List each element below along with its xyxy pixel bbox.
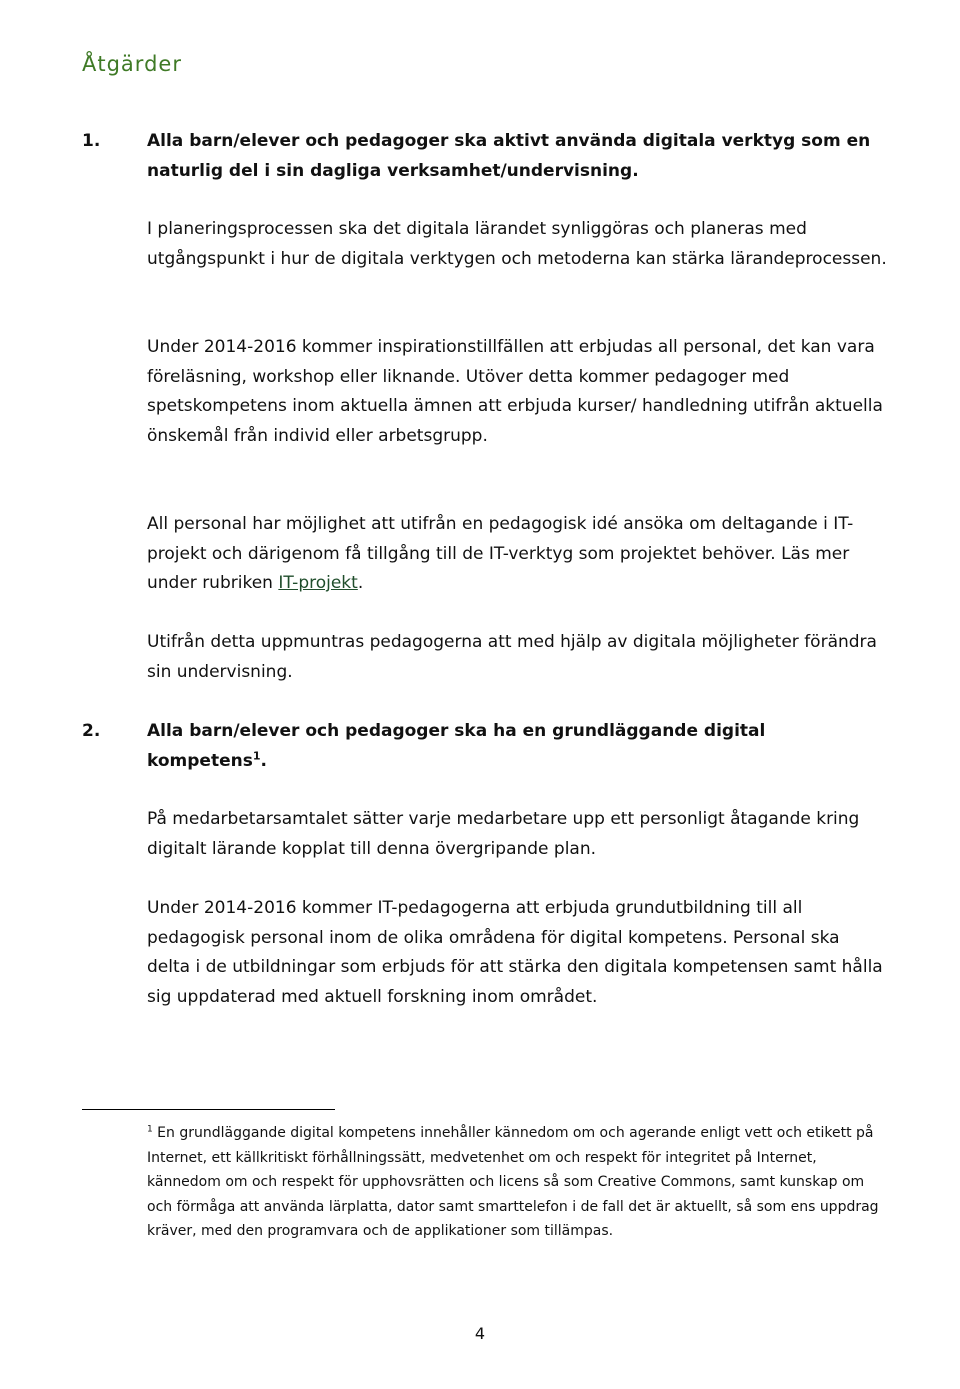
page-number: 4	[474, 1324, 486, 1343]
paragraph-text-end: .	[357, 573, 364, 593]
goal-item-1	[82, 126, 882, 186]
section-heading: Åtgärder	[82, 52, 182, 76]
goal-text-main: Alla barn/elever och pedagoger ska ha en grundläggande digital kompetens	[147, 721, 766, 771]
footnote-marker: 1	[147, 1124, 153, 1135]
paragraph-training: Under 2014-2016 kommer IT-pedagogerna att erbjuda grundutbildning till all pedagogisk personal inom de olika områdena för digital kompetens. Personal ska delta i de utbildningar som erbjuds för att stärka den digitala kompetensen samt hålla sig uppdaterad med aktuell forskning inom området.	[147, 898, 883, 1007]
paragraph-planning: I planeringsprocessen ska det digitala lärandet synliggöras och planeras med utgångspunkt i hur de digitala verktygen och metoderna kan stärka lärandeprocessen.	[147, 219, 887, 269]
paragraph-text: All personal har möjlighet att utifrån en pedagogisk idé ansöka om deltagande i IT-projekt och därigenom få tillgång till de IT-verktyg som projektet behöver. Läs mer under rubriken	[147, 514, 854, 593]
goal-number: 1.	[82, 131, 101, 151]
footnote-separator	[82, 1109, 335, 1110]
paragraph-encouragement: Utifrån detta uppmuntras pedagogerna att med hjälp av digitala möjligheter förändra sin undervisning.	[147, 632, 877, 682]
goal-number: 2.	[82, 721, 101, 741]
goal-text	[147, 716, 882, 776]
it-projekt-link[interactable]: IT-projekt	[278, 573, 358, 593]
footnote-reference[interactable]: 1	[252, 749, 261, 763]
goal-item-2	[82, 716, 882, 776]
paragraph-it-projects	[147, 510, 887, 599]
footnote	[147, 1121, 887, 1244]
goal-text: Alla barn/elever och pedagoger ska aktivt använda digitala verktyg som en naturlig del i sin dagliga verksamhet/undervisning.	[147, 131, 871, 181]
paragraph-inspiration: Under 2014-2016 kommer inspirationstillfällen att erbjudas all personal, det kan vara föreläsning, workshop eller liknande. Utöver detta kommer pedagoger med spetskompetens inom aktuella ämnen att erbjuda kurser/ handledning utifrån aktuella önskemål från individ eller arbetsgrupp.	[147, 337, 883, 446]
goal-text-end: .	[260, 751, 267, 771]
footnote-text: En grundläggande digital kompetens innehåller kännedom om och agerande enligt vett och etikett på Internet, ett källkritiskt förhållningssätt, medvetenhet om och respekt för integritet på Internet, kännedom om och respekt för upphovsrätten och licens så som Creative Commons, samt kunskap om och förmåga att använda lärplatta, dator samt smarttelefon i de fall det är aktuellt, så som ens uppdrag kräver, med den programvara och de applikationer som tillämpas.	[147, 1125, 879, 1240]
paragraph-appraisal: På medarbetarsamtalet sätter varje medarbetare upp ett personligt åtagande kring digitalt lärande kopplat till denna övergripande plan.	[147, 809, 860, 859]
